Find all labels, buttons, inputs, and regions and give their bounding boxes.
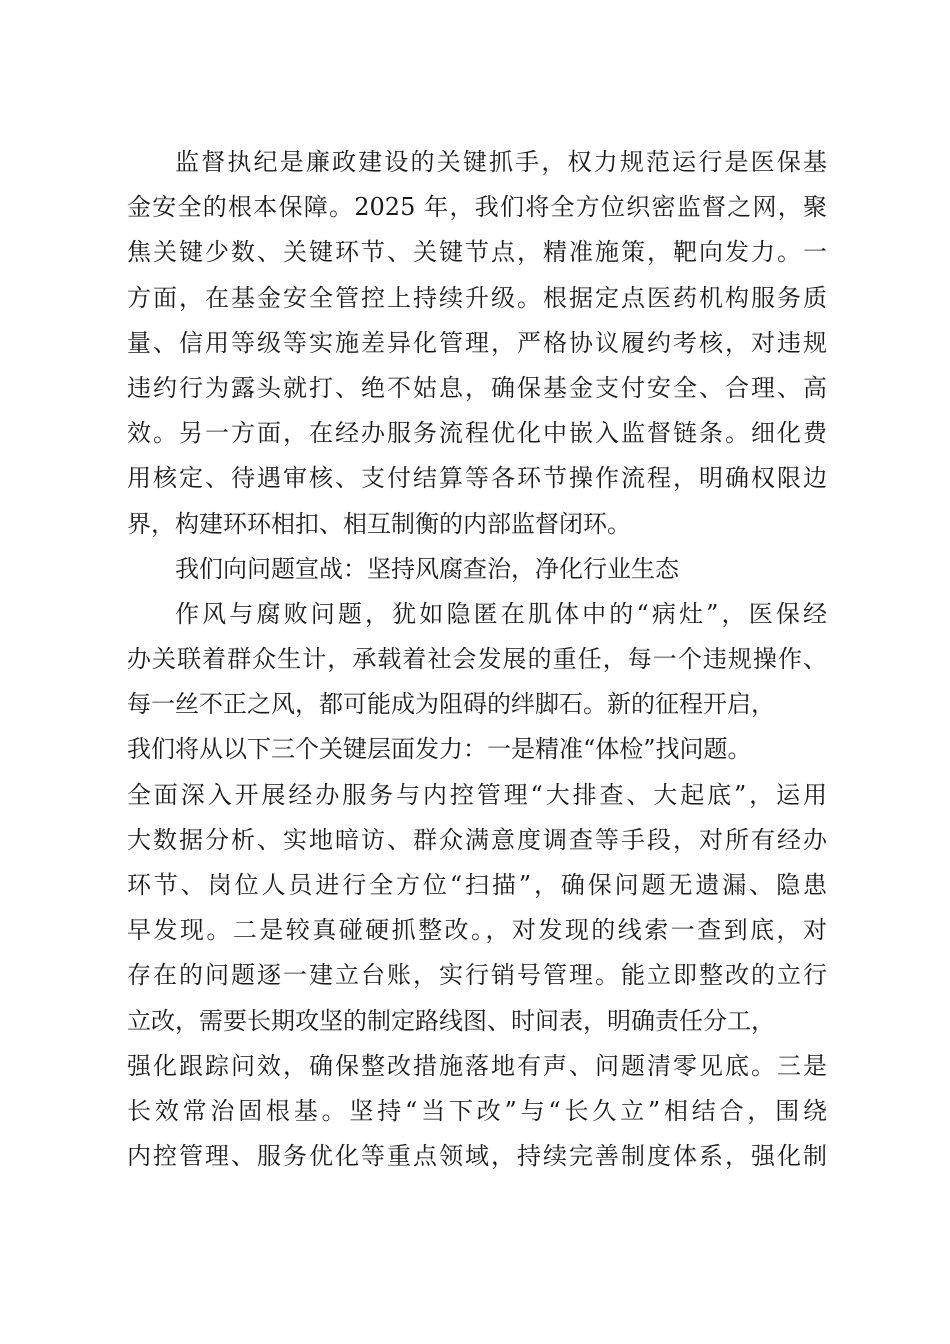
text-line: 长效常治固根基。坚持“当下改”与“长久立”相结合，围绕 [127, 1096, 827, 1125]
text-line: 办关联着群众生计，承载着社会发展的重任，每一个违规操作、 [127, 645, 827, 674]
paragraph-supervision [127, 140, 827, 547]
paragraph-rectification [127, 592, 827, 1179]
text-line: 用核定、待遇审核、支付结算等各环节操作流程，明确权限边 [127, 464, 827, 493]
text-line: 早发现。二是较真碰硬抓整改。，对发现的线索一查到底，对 [127, 916, 827, 945]
text-line: 界，构建环环相扣、相互制衡的内部监督闭环。 [127, 509, 631, 538]
text-line: 量、信用等级等实施差异化管理，严格协议履约考核，对违规 [127, 328, 827, 357]
text-line: 金安全的根本保障。2025 年，我们将全方位织密监督之网，聚 [127, 193, 827, 222]
text-line: 内控管理、服务优化等重点领域，持续完善制度体系，强化制 [127, 1142, 827, 1171]
text-line: 方面，在基金安全管控上持续升级。根据定点医药机构服务质 [127, 283, 827, 312]
text-line: 大数据分析、实地暗访、群众满意度调查等手段，对所有经办 [127, 825, 827, 854]
text-line: 作风与腐败问题，犹如隐匿在肌体中的“病灶”，医保经 [175, 599, 827, 628]
text-line: 存在的问题逐一建立台账，实行销号管理。能立即整改的立行 [127, 961, 827, 990]
text-line: 焦关键少数、关键环节、关键节点，精准施策，靶向发力。一 [127, 238, 827, 267]
text-line: 违约行为露头就打、绝不姑息，确保基金支付安全、合理、高 [127, 373, 827, 402]
text-line: 监督执纪是廉政建设的关键抓手，权力规范运行是医保基 [175, 148, 827, 176]
text-line: 我们将从以下三个关键层面发力：一是精准“体检”找问题。 [127, 735, 752, 764]
text-line: 全面深入开展经办服务与内控管理“大排查、大起底”，运用 [127, 780, 827, 809]
text-line: 立改，需要长期攻坚的制定路线图、时间表，明确责任分工， [127, 1006, 775, 1035]
body-text [127, 140, 827, 1179]
heading-line: 我们向问题宣战：坚持风腐查治，净化行业生态 [175, 554, 679, 583]
section-heading [127, 547, 827, 592]
text-line: 强化跟踪问效，确保整改措施落地有声、问题清零见底。三是 [127, 1051, 827, 1080]
text-line: 环节、岗位人员进行全方位“扫描”，确保问题无遗漏、隐患 [127, 871, 827, 899]
text-line: 每一丝不正之风，都可能成为阻碍的绊脚石。新的征程开启， [127, 690, 775, 719]
text-line: 效。另一方面，在经办服务流程优化中嵌入监督链条。细化费 [127, 419, 827, 448]
